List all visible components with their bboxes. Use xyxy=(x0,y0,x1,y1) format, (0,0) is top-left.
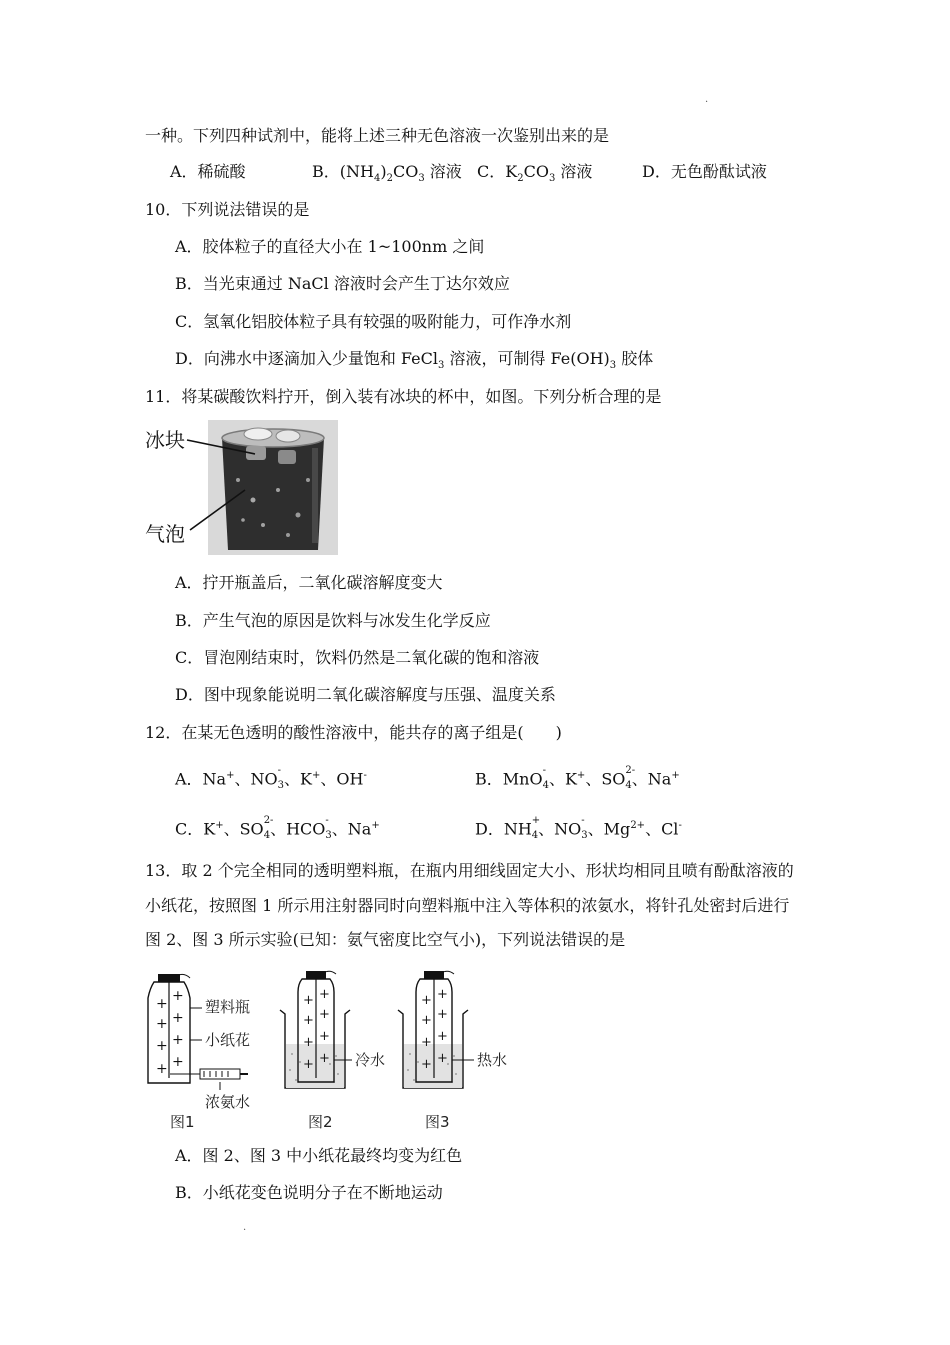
q12-stem: 12．在某无色透明的酸性溶液中，能共存的离子组是( ) xyxy=(145,723,562,742)
q13-stem-line2: 小纸花，按照图 1 所示用注射器同时向塑料瓶中注入等体积的浓氨水，将针孔处密封后进行 xyxy=(145,896,790,915)
q9-stem-continuation: 一种。下列四种试剂中，能将上述三种无色溶液一次鉴别出来的是 xyxy=(145,126,610,145)
svg-text:+: + xyxy=(421,1057,432,1072)
svg-text:+: + xyxy=(421,993,432,1008)
q12-option-d: D．$NH_4$ + 、$NO_3$ - 、$Mg^{2+}$、Cl- xyxy=(475,815,682,842)
svg-text:+: + xyxy=(437,987,448,1002)
figure3-hot-water xyxy=(398,971,474,1088)
q11-option-b: B．产生气泡的原因是饮料与冰发生化学反应 xyxy=(175,611,491,630)
q13-stem-line3: 图 2、图 3 所示实验(已知：氨气密度比空气小)，下列说法错误的是 xyxy=(145,930,626,949)
q11-option-c: C．冒泡刚结束时，饮料仍然是二氧化碳的饱和溶液 xyxy=(175,648,540,667)
q13-option-a: A．图 2、图 3 中小纸花最终均变为红色 xyxy=(175,1146,463,1165)
svg-text:+: + xyxy=(319,1029,330,1044)
svg-text:+: + xyxy=(172,1032,184,1048)
label-fig3: 图3 xyxy=(425,1113,450,1130)
svg-text:+: + xyxy=(156,1016,168,1032)
label-fig2: 图2 xyxy=(308,1113,333,1130)
svg-text:+: + xyxy=(156,1061,168,1077)
q12-option-a: A．Na+、$NO_3$ - 、K+、OH- xyxy=(175,765,367,792)
label-fig1: 图1 xyxy=(170,1113,195,1130)
svg-text:+: + xyxy=(156,1038,168,1054)
svg-text:+: + xyxy=(172,1054,184,1070)
svg-text:+: + xyxy=(172,1010,184,1026)
figure2-cold-water xyxy=(280,971,352,1088)
q13-option-b: B．小纸花变色说明分子在不断地运动 xyxy=(175,1183,443,1202)
q11-option-d: D．图中现象能说明二氧化碳溶解度与压强、温度关系 xyxy=(175,685,556,704)
q9-option-a: A．稀硫酸 xyxy=(170,162,246,181)
svg-text:+: + xyxy=(156,996,168,1012)
q10-stem: 10．下列说法错误的是 xyxy=(145,200,310,219)
svg-text:+: + xyxy=(437,1029,448,1044)
svg-text:+: + xyxy=(303,1035,314,1050)
q9-option-d: D．无色酚酞试液 xyxy=(642,162,767,181)
q10-option-c: C．氢氧化铝胶体粒子具有较强的吸附能力，可作净水剂 xyxy=(175,312,572,331)
photo-leader-lines xyxy=(185,430,275,540)
q11-stem: 11．将某碳酸饮料拧开，倒入装有冰块的杯中，如图。下列分析合理的是 xyxy=(145,387,662,406)
q10-option-b: B．当光束通过 NaCl 溶液时会产生丁达尔效应 xyxy=(175,274,510,293)
photo-label-ice: 冰块 xyxy=(145,428,185,452)
svg-text:+: + xyxy=(421,1035,432,1050)
svg-text:+: + xyxy=(421,1013,432,1028)
svg-text:+: + xyxy=(437,1007,448,1022)
svg-text:+: + xyxy=(319,1051,330,1066)
q9-option-b: B．$(NH_4)_2CO_3$ 溶液 xyxy=(312,162,462,185)
q12-option-c: C．K+、$SO_4$ 2- 、$HCO_3$ - 、Na+ xyxy=(175,815,380,842)
svg-text:+: + xyxy=(303,1013,314,1028)
label-plastic-bottle: 塑料瓶 xyxy=(205,998,251,1016)
page-dot-bottom: . xyxy=(243,1222,247,1233)
svg-text:+: + xyxy=(172,988,184,1004)
svg-text:+: + xyxy=(303,1057,314,1072)
svg-text:+: + xyxy=(303,993,314,1008)
q12-option-b: B．MnO$_4$ - 、K+、$SO_4$ 2- 、Na+ xyxy=(475,765,680,792)
svg-text:+: + xyxy=(437,1051,448,1066)
q13-stem-line1: 13．取 2 个完全相同的透明塑料瓶，在瓶内用细线固定大小、形状均相同且喷有酚酞溶液的 xyxy=(145,861,794,880)
q10-option-a: A．胶体粒子的直径大小在 1~100nm 之间 xyxy=(175,237,485,256)
page-dot-top: . xyxy=(705,94,709,105)
q11-option-a: A．拧开瓶盖后，二氧化碳溶解度变大 xyxy=(175,573,443,592)
q10-option-d: D．向沸水中逐滴加入少量饱和 FeCl$_3$ 溶液，可制得 $Fe(OH)_3$ 胶体 xyxy=(175,349,654,372)
photo-label-bubble: 气泡 xyxy=(145,522,185,546)
svg-text:+: + xyxy=(319,1007,330,1022)
label-paper-flower: 小纸花 xyxy=(205,1031,251,1049)
label-ammonia: 浓氨水 xyxy=(205,1093,251,1111)
experiment-figures xyxy=(140,970,520,1130)
svg-text:+: + xyxy=(319,987,330,1002)
label-hot-water: 热水 xyxy=(477,1051,508,1069)
label-cold-water: 冷水 xyxy=(355,1051,386,1069)
q9-option-c: C．$K_2CO_3$ 溶液 xyxy=(477,162,593,185)
